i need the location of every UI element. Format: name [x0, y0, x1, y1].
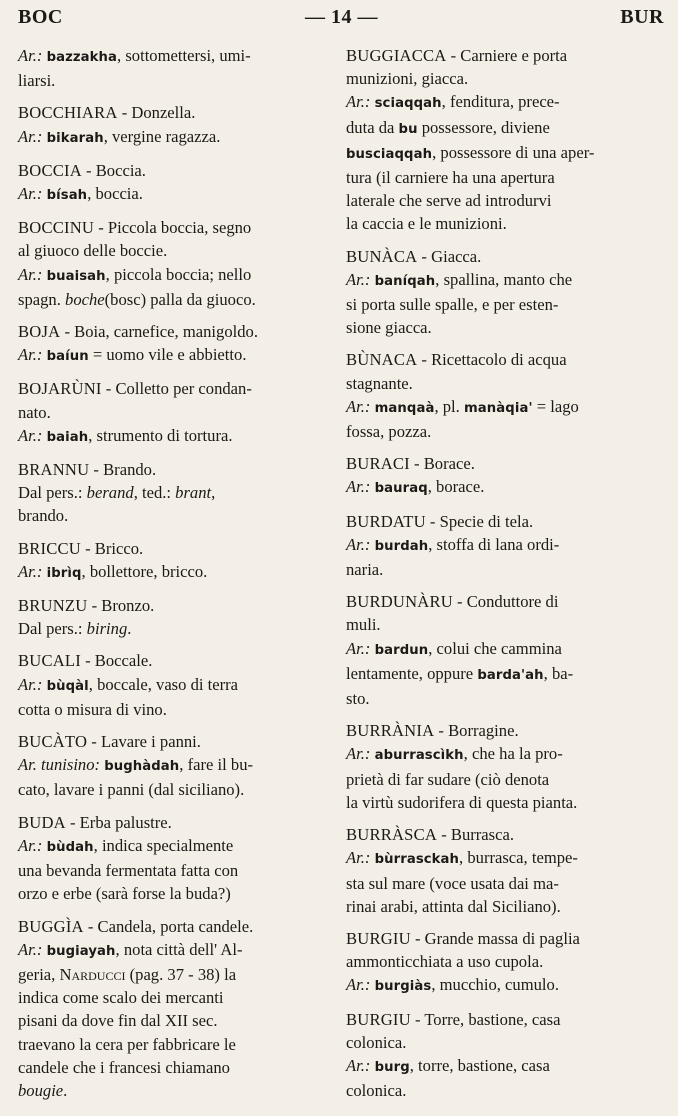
entry-headline — [346, 719, 651, 742]
text-segment: orzo e erbe (sarà forse la buda?) — [18, 884, 231, 904]
arabic-term: burdah — [374, 538, 429, 554]
headword: BOCCIA — [18, 160, 82, 180]
dictionary-entry — [18, 915, 322, 1103]
entry-line — [18, 698, 322, 721]
entry-headline — [18, 458, 322, 481]
entry-line — [18, 938, 322, 963]
text-segment: sta sul mare (voce usata dai ma- — [346, 873, 559, 893]
text-segment: prietà di far sudare (ciò denota — [346, 769, 550, 789]
entry-line — [18, 504, 322, 527]
entry-line — [18, 560, 322, 585]
entry-line — [18, 239, 322, 262]
entry-line — [346, 742, 651, 767]
text-segment: munizioni, giacca. — [346, 69, 469, 89]
text-segment: tura (il carniere ha una apertura — [346, 168, 555, 188]
entry-line — [346, 166, 651, 189]
dictionary-entry — [346, 348, 651, 443]
text-segment: , indica specialmente — [93, 835, 234, 855]
language-label: Ar.: — [18, 835, 47, 855]
text-segment: duta da — [346, 117, 399, 137]
text-segment: , pl. — [434, 396, 464, 416]
entry-line — [346, 141, 651, 166]
headword: BURRÀSCA — [346, 825, 438, 845]
author-name: Narducci — [59, 964, 126, 984]
dictionary-entry — [346, 590, 651, 710]
gloss: - Boccia. — [81, 160, 146, 180]
dictionary-entry — [18, 377, 322, 449]
language-label: Ar.: — [346, 92, 375, 112]
dictionary-entry — [346, 452, 651, 500]
entry-line — [18, 263, 322, 288]
text-segment: , spallina, manto che — [435, 269, 573, 289]
entry-line — [346, 116, 651, 141]
text-segment: Dal pers.: — [18, 619, 87, 639]
text-segment: cotta o misura di vino. — [18, 699, 167, 719]
arabic-term: burg — [374, 1059, 410, 1075]
text-segment: . — [63, 1080, 68, 1100]
entry-line — [346, 1054, 651, 1079]
headword: BURRÀNIA — [346, 721, 435, 741]
header-right: BUR — [620, 6, 664, 28]
gloss: - Colletto per condan- — [101, 379, 252, 399]
gloss: - Ricettacolo di acqua — [417, 350, 567, 370]
entry-line — [18, 401, 322, 424]
arabic-term: bugiayah — [46, 943, 116, 959]
gloss: - Borace. — [409, 454, 475, 474]
entry-line — [346, 475, 651, 500]
text-segment: , boccale, vaso di terra — [88, 674, 239, 694]
entry-line — [346, 372, 651, 395]
arabic-term: bùdah — [46, 839, 94, 855]
headword: BUDA — [18, 812, 66, 832]
text-segment: indica come scalo dei mercanti — [18, 988, 224, 1008]
arabic-term: bughàdah — [104, 759, 180, 775]
text-segment: , colui che cammina — [428, 638, 562, 658]
page-header — [18, 6, 664, 44]
headword: BUNÀCA — [346, 246, 418, 266]
headword: BOJA — [18, 322, 61, 342]
language-label: Ar.: — [346, 1055, 375, 1075]
arabic-term: baiah — [46, 429, 89, 445]
language-label: Ar.: — [18, 345, 47, 365]
entry-line — [18, 69, 322, 92]
text-segment: , torre, bastione, casa — [409, 1055, 550, 1075]
gloss: - Donzella. — [117, 103, 196, 123]
arabic-term: manàqia' — [463, 400, 533, 416]
text-segment: laterale che serve ad introdurvi — [346, 191, 552, 211]
gloss: - Bronzo. — [87, 596, 155, 616]
arabic-term: bùqàl — [46, 678, 89, 694]
text-segment: = lago — [532, 396, 579, 416]
text-segment: . — [127, 619, 132, 639]
entry-line — [346, 395, 651, 420]
entry-line — [18, 1056, 322, 1079]
language-label: Ar.: — [346, 848, 375, 868]
text-segment: fossa, pozza. — [346, 422, 432, 442]
text-segment: colonica. — [346, 1081, 407, 1101]
entry-line — [346, 687, 651, 710]
entry-line — [346, 613, 651, 636]
text-segment: , — [211, 483, 216, 503]
language-label: Ar.: — [346, 396, 375, 416]
gloss: - Specie di tela. — [425, 511, 534, 531]
entry-headline — [346, 44, 651, 67]
language-label: Ar.: — [18, 126, 47, 146]
language-label: Ar.: — [346, 744, 375, 764]
foreign-term: bougie — [18, 1080, 64, 1100]
arabic-term: sciaqqah — [374, 96, 442, 112]
entry-line — [346, 768, 651, 791]
gloss: - Burrasca. — [437, 825, 515, 845]
headword: BRANNU — [18, 460, 90, 480]
gloss: - Candela, porta candele. — [83, 916, 254, 936]
headword: BRICCU — [18, 538, 81, 558]
arabic-term: bazzakha — [46, 50, 118, 65]
gloss: - Torre, bastione, casa — [410, 1009, 561, 1029]
dictionary-entry — [346, 44, 651, 236]
text-segment: rinai arabi, attinta dal Siciliano). — [346, 896, 561, 916]
entry-line — [18, 288, 322, 311]
gloss: - Carniere e porta — [446, 46, 568, 65]
entry-line — [346, 1031, 651, 1054]
headword: BURDATU — [346, 511, 426, 531]
language-label: Ar.: — [346, 534, 375, 554]
gloss: - Grande massa di paglia — [410, 928, 580, 948]
text-segment: , piccola boccia; nello — [105, 264, 252, 284]
dictionary-entry — [18, 216, 322, 311]
language-label: Ar.: — [18, 674, 47, 694]
text-segment: , fenditura, prece- — [441, 92, 560, 112]
gloss: - Brando. — [89, 460, 157, 480]
text-segment: = uomo vile e abbietto. — [88, 345, 247, 365]
dictionary-entry — [346, 927, 651, 999]
headword: BURACI — [346, 454, 410, 474]
gloss: - Giacca. — [417, 246, 482, 266]
text-segment: si porta sulle spalle, e per esten- — [346, 295, 559, 315]
arabic-term: barda'ah — [477, 667, 544, 683]
language-label: Ar.: — [346, 975, 375, 995]
arabic-term: buaisah — [46, 268, 106, 284]
entry-line — [18, 778, 322, 801]
entry-headline — [18, 537, 322, 560]
entry-headline — [346, 1008, 651, 1031]
entry-line — [346, 872, 651, 895]
entry-line — [346, 67, 651, 90]
entry-headline — [346, 927, 651, 950]
language-label: Ar.: — [346, 638, 375, 658]
headword: BUGGÌA — [18, 916, 84, 936]
headword: BURGIU — [346, 1009, 411, 1029]
entry-line — [18, 1033, 322, 1056]
entry-line — [18, 481, 322, 504]
text-segment: (pag. 37 - 38) la — [125, 964, 237, 984]
entry-line — [346, 293, 651, 316]
text-segment: , nota città dell' Al- — [115, 939, 243, 959]
gloss: - Conduttore di — [452, 592, 559, 612]
text-segment: brando. — [18, 506, 69, 526]
entry-line — [346, 558, 651, 581]
text-segment: (bosc) palla da giuoco. — [104, 289, 256, 309]
headword: BOCCHIARA — [18, 103, 118, 123]
foreign-term: brant — [175, 483, 212, 503]
entry-headline — [346, 823, 651, 846]
entry-line — [346, 846, 651, 871]
dictionary-entry — [18, 811, 322, 906]
dictionary-entry — [346, 245, 651, 340]
text-segment: liarsi. — [18, 71, 56, 91]
language-label: Ar.: — [346, 477, 375, 497]
text-segment: al giuoco delle boccie. — [18, 241, 168, 261]
right-column — [346, 44, 651, 1111]
text-segment: , borace. — [427, 477, 485, 497]
text-segment: ammonticchiata a uso cupola. — [346, 952, 544, 972]
dictionary-entry — [18, 537, 322, 585]
text-segment: , stoffa di lana ordi- — [428, 534, 560, 554]
text-segment: , boccia. — [87, 184, 143, 204]
entry-headline — [18, 216, 322, 239]
language-label: Ar.: — [18, 939, 47, 959]
text-segment: la virtù sudorifera di questa pianta. — [346, 792, 578, 812]
headword: BUCÀTO — [18, 732, 88, 752]
dictionary-entry — [18, 594, 322, 640]
dictionary-entry — [18, 44, 322, 92]
entry-line — [18, 617, 322, 640]
language-label: Ar.: — [18, 184, 47, 204]
language-label: Ar.: — [18, 264, 47, 284]
entry-headline — [346, 590, 651, 613]
gloss: - Piccola boccia, segno — [94, 218, 252, 238]
language-label: Ar.: — [346, 269, 375, 289]
text-segment: , fare il bu- — [179, 755, 254, 775]
arabic-term: manqaà — [374, 400, 435, 416]
text-segment: , strumento di tortura. — [88, 425, 233, 445]
language-label: Ar.: — [18, 561, 47, 581]
entry-line — [346, 316, 651, 339]
text-segment: , che ha la pro- — [463, 744, 563, 764]
dictionary-entry — [18, 730, 322, 802]
entry-line — [346, 637, 651, 662]
entry-line — [18, 424, 322, 449]
text-segment: , mucchio, cumulo. — [431, 975, 559, 995]
arabic-term: baíun — [46, 349, 89, 365]
foreign-term: biring — [86, 619, 128, 639]
entry-line — [18, 882, 322, 905]
language-label: Ar. tunisino: — [18, 755, 105, 775]
text-segment: muli. — [346, 615, 381, 635]
entry-line — [346, 1079, 651, 1102]
entry-headline — [18, 377, 322, 400]
entry-line — [18, 834, 322, 859]
arabic-term: bísah — [46, 188, 88, 204]
entry-headline — [346, 245, 651, 268]
gloss: - Boccale. — [80, 651, 153, 671]
language-label: Ar.: — [18, 46, 47, 65]
entry-headline — [18, 811, 322, 834]
columns — [18, 44, 664, 1111]
headword: BURDUNÀRU — [346, 592, 453, 612]
text-segment: una bevanda fermentata fatta con — [18, 861, 239, 881]
text-segment: cato, lavare i panni (dal siciliano). — [18, 780, 245, 800]
entry-line — [346, 268, 651, 293]
entry-line — [18, 44, 322, 69]
arabic-term: bardun — [374, 642, 429, 658]
entry-line — [346, 90, 651, 115]
entry-line — [346, 662, 651, 687]
text-segment: possessore, diviene — [417, 117, 550, 137]
language-label: Ar.: — [18, 425, 47, 445]
arabic-term: baníqah — [374, 273, 436, 289]
arabic-term: ibrìq — [46, 565, 82, 581]
dictionary-entry — [346, 719, 651, 814]
entry-line — [346, 895, 651, 918]
text-segment: naria. — [346, 560, 384, 580]
text-segment: , sottomettersi, umi- — [117, 46, 251, 65]
entry-line — [18, 753, 322, 778]
gloss: - Boia, carnefice, manigoldo. — [60, 322, 258, 342]
entry-headline — [18, 649, 322, 672]
text-segment: colonica. — [346, 1032, 407, 1052]
entry-headline — [346, 348, 651, 371]
text-segment: , vergine ragazza. — [103, 126, 221, 146]
entry-headline — [346, 452, 651, 475]
entry-line — [346, 533, 651, 558]
entry-line — [18, 125, 322, 150]
entry-headline — [18, 915, 322, 938]
gloss: - Bricco. — [80, 538, 144, 558]
dictionary-entry — [18, 320, 322, 368]
text-segment: traevano la cera per fabbricare le — [18, 1034, 236, 1054]
entry-line — [346, 791, 651, 814]
headword: BOCCINU — [18, 218, 95, 238]
text-segment: pisani da dove fin dal XII sec. — [18, 1011, 218, 1031]
dictionary-entry — [18, 458, 322, 528]
text-segment: lentamente, oppure — [346, 663, 478, 683]
text-segment: geria, — [18, 964, 60, 984]
entry-line — [18, 343, 322, 368]
headword: BUCALI — [18, 651, 81, 671]
text-segment: , possessore di una aper- — [432, 142, 595, 162]
arabic-term: burgiàs — [374, 979, 432, 995]
entry-line — [18, 1079, 322, 1102]
arabic-term: busciaqqah — [346, 146, 433, 162]
text-segment: spagn. — [18, 289, 66, 309]
dictionary-entry — [346, 1008, 651, 1103]
entry-line — [18, 1009, 322, 1032]
arabic-term: bùrrasckah — [374, 852, 460, 868]
text-segment: la caccia e le munizioni. — [346, 214, 507, 234]
entry-line — [18, 673, 322, 698]
entry-line — [18, 859, 322, 882]
text-segment: , burrasca, tempe- — [459, 848, 578, 868]
entry-line — [18, 182, 322, 207]
entry-line — [346, 212, 651, 235]
left-column — [18, 44, 322, 1111]
entry-headline — [18, 101, 322, 124]
gloss: - Lavare i panni. — [87, 732, 201, 752]
entry-line — [346, 420, 651, 443]
entry-headline — [18, 320, 322, 343]
dictionary-entry — [18, 101, 322, 149]
foreign-term: boche — [65, 289, 105, 309]
headword: BUGGIACCA — [346, 46, 447, 65]
arabic-term: bikarah — [46, 130, 104, 146]
entry-line — [18, 986, 322, 1009]
headword: BRUNZU — [18, 596, 88, 616]
arabic-term: aburrascìkh — [374, 748, 464, 764]
entry-line — [346, 189, 651, 212]
dictionary-entry — [18, 649, 322, 721]
headword: BOJARÙNI — [18, 379, 102, 399]
entry-headline — [18, 159, 322, 182]
entry-headline — [18, 730, 322, 753]
text-segment: Dal pers.: — [18, 483, 87, 503]
gloss: - Erba palustre. — [65, 812, 172, 832]
dictionary-entry — [18, 159, 322, 207]
gloss: - Borragine. — [434, 721, 519, 741]
entry-headline — [18, 594, 322, 617]
headword: BÙNACA — [346, 350, 418, 370]
entry-headline — [346, 510, 651, 533]
foreign-term: berand — [86, 483, 134, 503]
dictionary-entry — [346, 510, 651, 582]
text-segment: sione giacca. — [346, 318, 432, 338]
arabic-term: bu — [398, 121, 418, 137]
text-segment: candele che i francesi chiamano — [18, 1057, 230, 1077]
text-segment: , bollettore, bricco. — [81, 561, 208, 581]
page-number: — 14 — — [305, 6, 379, 28]
text-segment: stagnante. — [346, 373, 413, 393]
text-segment: sto. — [346, 689, 370, 709]
headword: BURGIU — [346, 928, 411, 948]
dictionary-entry — [346, 823, 651, 918]
text-segment: , ted.: — [133, 483, 176, 503]
text-segment: , ba- — [543, 663, 574, 683]
text-segment: nato. — [18, 402, 51, 422]
arabic-term: bauraq — [374, 481, 428, 497]
header-left: BOC — [18, 6, 63, 28]
entry-line — [346, 973, 651, 998]
entry-line — [18, 963, 322, 986]
entry-line — [346, 950, 651, 973]
